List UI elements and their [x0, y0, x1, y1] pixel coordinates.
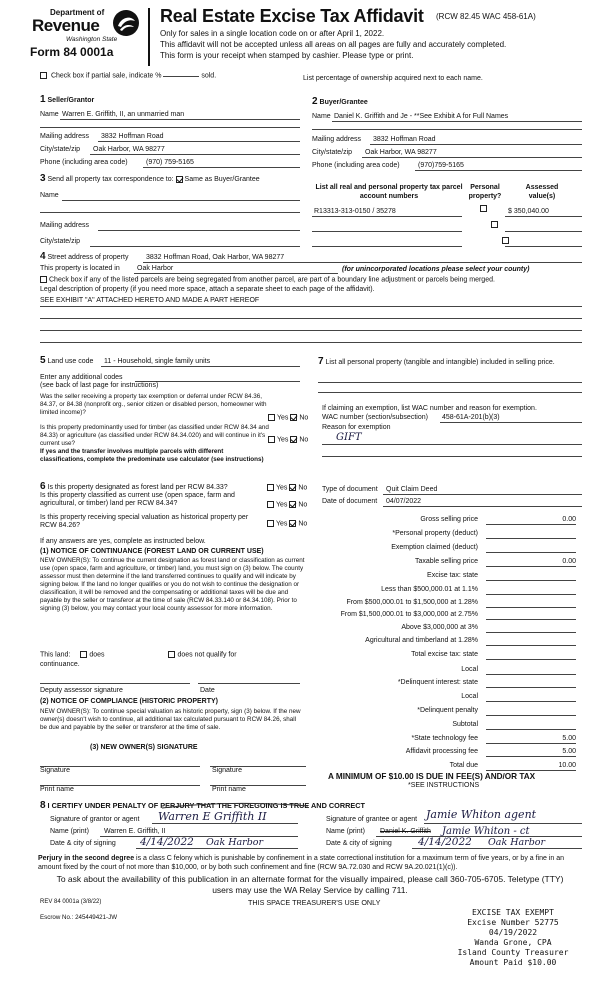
timber-yes-no: Yes No	[268, 436, 308, 443]
calc-row-value[interactable]	[486, 611, 576, 620]
calc-row-label: Taxable selling price	[414, 558, 478, 565]
current-use-no-checkbox[interactable]	[289, 501, 296, 508]
stamp-line2: Excise Number 52775	[467, 918, 559, 927]
grantor-city[interactable]: Oak Harbor	[206, 837, 264, 848]
exemption-wac-label: If claiming an exemption, list WAC number and reason for exemption.	[322, 405, 537, 412]
calc-row-value[interactable]	[486, 693, 576, 702]
calc-row-value[interactable]	[486, 721, 576, 730]
calc-row-label: Local	[461, 693, 478, 700]
street-address[interactable]: 3832 Hoffman Road, Oak Harbor, WA 98277	[146, 254, 285, 261]
doc-date-label: Date of document	[322, 498, 378, 505]
grantee-signature[interactable]: Jamie Whiton agent	[426, 808, 537, 821]
parcel-number-1[interactable]: R13313-313-0150 / 35278	[314, 208, 396, 215]
stamp-line5: Island County Treasurer	[457, 948, 569, 957]
deputy-date-label: Date	[200, 687, 215, 694]
new-owner-signature-label-2: Signature	[212, 767, 242, 774]
grantee-date[interactable]: 4/14/2022	[418, 836, 472, 848]
buyer-phone-label: Phone (including area code)	[312, 162, 400, 169]
seller-name[interactable]: Warren E. Griffith, II, an unmarried man	[62, 111, 185, 118]
seller-heading: 1 Seller/Grantor	[40, 94, 95, 105]
header-divider	[148, 8, 150, 66]
calc-row-value[interactable]	[486, 707, 576, 716]
assessed-col-header: Assessed value(s)	[525, 184, 559, 200]
land-use-row: 5 Land use code	[40, 355, 94, 366]
personal-property-checkbox-1[interactable]	[480, 205, 487, 212]
grantor-name[interactable]: Warren E. Griffith, II	[104, 828, 166, 835]
personal-col-header: Personal property?	[468, 184, 502, 200]
escrow-number: Escrow No.: 245449421-JW	[40, 914, 118, 921]
new-owner-signature-label: Signature	[40, 767, 70, 774]
calc-row-value[interactable]: 5.00	[486, 748, 576, 757]
stamp-line6: Amount Paid $10.00	[469, 958, 557, 967]
calc-row-label: Subtotal	[452, 721, 478, 728]
historic-no-checkbox[interactable]	[289, 520, 296, 527]
same-as-buyer-checkbox[interactable]	[176, 176, 183, 183]
notice2-title: (2) NOTICE OF COMPLIANCE (HISTORIC PROPERTY)	[40, 698, 218, 705]
calc-row-label: Total excise tax: state	[411, 651, 478, 658]
form-number: Form 84 0001a	[30, 45, 114, 59]
tax-corr-mail-label: Mailing address	[40, 222, 90, 229]
current-use-question: Is this property classified as current use (open space, farm and agricultural, or timber) land per RCW 84.34?	[40, 492, 235, 507]
calc-row-value[interactable]	[486, 586, 576, 595]
grantee-date-label: Date & city of signing	[326, 840, 392, 847]
stamp-line1: EXCISE TAX EXEMPT	[472, 908, 554, 917]
any-yes-note: If any answers are yes, complete as instructed below.	[40, 538, 206, 545]
legal-description[interactable]: SEE EXHIBIT "A" ATTACHED HERETO AND MADE A PART HEREOF	[40, 297, 260, 304]
seller-phone[interactable]: (970) 759-5165	[146, 159, 194, 166]
calc-row-value[interactable]	[486, 637, 576, 646]
calc-row-label: *Delinquent interest: state	[397, 679, 478, 686]
calc-row-label: Excise tax: state	[427, 572, 478, 579]
calc-row-value[interactable]	[486, 679, 576, 688]
notice1-title: (1) NOTICE OF CONTINUANCE (FOREST LAND OR CURRENT USE)	[40, 548, 264, 555]
historic-yes-no: Yes No	[267, 520, 307, 527]
additional-codes-label: Enter any additional codes	[40, 374, 123, 381]
tax-corr-city-label: City/state/zip	[40, 238, 81, 245]
grantee-name-label: Name (print)	[326, 828, 365, 835]
calc-row-value[interactable]	[486, 651, 576, 660]
does-not-checkbox[interactable]	[168, 651, 175, 658]
new-owner-print-label: Print name	[40, 786, 74, 793]
notice3-title: (3) NEW OWNER(S) SIGNATURE	[90, 744, 198, 751]
calc-row-value[interactable]	[486, 599, 576, 608]
calc-row-label: From $500,000.01 to $1,500,000 at 1.28%	[346, 599, 478, 606]
buyer-mail-label: Mailing address	[312, 136, 362, 143]
notice2-text: NEW OWNER(S): To continue special valuation as historic property, sign (3) below. If the new owner(s) doesn't wish to continue, all additional tax calculated pursuant to RCW 84.26, shall be due and payable by the seller or transferor at the time of sale.	[40, 708, 301, 731]
located-value[interactable]: Oak Harbor	[137, 265, 174, 272]
grantor-date-label: Date & city of signing	[50, 840, 116, 847]
calc-row-label: From $1,500,000.01 to $3,000,000 at 2.75%	[340, 611, 478, 618]
dept-line1: Department of	[50, 8, 105, 17]
tax-corr-name-label: Name	[40, 192, 59, 199]
calc-row-value[interactable]	[486, 572, 576, 581]
header-line2: This affidavit will not be accepted unless all areas on all pages are fully and accurately completed.	[160, 40, 507, 49]
partial-sale-checkbox[interactable]	[40, 72, 47, 79]
personal-property-checkbox-2[interactable]	[491, 221, 498, 228]
grantor-signature[interactable]: Warren E Griffith II	[158, 810, 267, 823]
grantor-name-label: Name (print)	[50, 828, 89, 835]
wac-number-label: WAC number (section/subsection)	[322, 414, 428, 421]
form-title: Real Estate Excise Tax Affidavit	[160, 6, 424, 26]
continuance-row: This land: does does not qualify for	[40, 651, 237, 659]
partial-sale-label: Check box if partial sale, indicate %	[50, 72, 162, 80]
treasurer-stamp	[446, 908, 580, 968]
assessed-value-1[interactable]: $ 350,040.00	[508, 208, 549, 215]
rev-number: REV 84 0001a (3/8/22)	[40, 899, 102, 905]
header-line1: Only for sales in a single location code on or after April 1, 2022.	[160, 29, 385, 38]
current-use-yes-no: Yes No	[267, 501, 307, 508]
see-instructions: *SEE INSTRUCTIONS	[408, 782, 480, 789]
segregated-checkbox[interactable]	[40, 276, 47, 283]
grantee-name[interactable]: Jamie Whiton - ct	[442, 826, 530, 837]
unincorporated-note: (for unincorporated locations please select your county)	[342, 266, 530, 273]
seller-name-label: Name	[40, 111, 59, 118]
buyer-city-label: City/state/zip	[312, 149, 353, 156]
calc-row-value[interactable]: 0.00	[486, 516, 576, 525]
current-use-yes-checkbox[interactable]	[267, 501, 274, 508]
forest-q-row: 6 Is this property designated as forest land per RCW 84.33?	[40, 481, 228, 492]
partial-sale-sold: sold.	[201, 72, 217, 80]
calc-row-label: *Personal property (deduct)	[392, 530, 478, 537]
deputy-sig-label: Deputy assessor signature	[40, 687, 123, 694]
reason-value[interactable]: GIFT	[336, 432, 362, 443]
calc-row-label: *State technology fee	[411, 735, 478, 742]
personal-property-row: 7 List all personal property (tangible and intangible) included in selling price.	[318, 356, 555, 367]
calc-row-value[interactable]	[486, 666, 576, 675]
timber-yes-checkbox[interactable]	[268, 436, 275, 443]
calc-row-label: Less than $500,000.01 at 1.1%	[381, 586, 478, 593]
legal-desc-label: Legal description of property (if you need more space, attach a separate sheet to each page of the affidavit).	[40, 286, 375, 293]
buyer-phone[interactable]: (970)759-5165	[418, 162, 464, 169]
timber-no-checkbox[interactable]	[290, 436, 297, 443]
forest-yes-checkbox[interactable]	[267, 484, 274, 491]
dor-swirl-icon	[112, 9, 140, 37]
calc-row-value[interactable]: 0.00	[486, 558, 576, 567]
calc-row-value[interactable]: 5.00	[486, 735, 576, 744]
calc-row-label: Gross selling price	[420, 516, 478, 523]
calc-row-value[interactable]	[486, 530, 576, 539]
segregated-row: Check box if any of the listed parcels are being segregated from another parcel, are part of a boundary line adjustment or parcels being merged.	[40, 276, 585, 283]
calc-row-value[interactable]	[486, 544, 576, 553]
exemption-question: Was the seller receiving a property tax exemption or deferral under RCW 84.36, 84.37, or 84.38 (nonprofit org., senior citizen or disabled person, homeowner with limited income)?	[40, 393, 267, 416]
reason-label: Reason for exemption	[322, 424, 391, 431]
grantee-name-struck: Daniel K. Griffith	[380, 828, 431, 835]
doc-date[interactable]: 04/07/2022	[386, 498, 422, 505]
seller-city-label: City/state/zip	[40, 146, 81, 153]
perjury-notice: Perjury in the second degree is a class C felony which is punishable by confinement in a state correctional institution for a maximum term of five years, or by a fine in an amount fixed by the court of not more than $10,000, or by both such confinement and fine (RCW 9A.72.030 and RCW 9A.20.021(1)(c)).	[38, 855, 565, 871]
continuance-label: continuance.	[40, 661, 80, 668]
parcel-col-header: List all real and personal property tax parcel account numbers	[315, 184, 463, 200]
seller-city[interactable]: Oak Harbor, WA 98277	[93, 146, 165, 153]
minimum-due-note: A MINIMUM OF $10.00 IS DUE IN FEE(S) AND/OR TAX	[328, 772, 536, 781]
dept-line3: Washington State	[66, 36, 118, 43]
doc-type-label: Type of document	[322, 486, 378, 493]
forest-no-checkbox[interactable]	[289, 484, 296, 491]
personal-property-checkbox-3[interactable]	[502, 237, 509, 244]
buyer-name[interactable]: Daniel K. Griffith and Je - **See Exhibit A for Full Names	[334, 113, 509, 120]
seller-phone-label: Phone (including area code)	[40, 159, 128, 166]
grantor-sig-label: Signature of grantor or agent	[50, 816, 140, 823]
treasurer-space: THIS SPACE TREASURER'S USE ONLY	[248, 898, 381, 907]
partial-sale-row	[40, 72, 216, 79]
historic-question: Is this property receiving special valuation as historical property per RCW 84.26?	[40, 514, 249, 529]
calc-row-label: Exemption claimed (deduct)	[391, 544, 478, 551]
calc-row-label: Above $3,000,000 at 3%	[401, 624, 478, 631]
does-checkbox[interactable]	[80, 651, 87, 658]
calc-row-label: Affidavit processing fee	[405, 748, 478, 755]
located-label: This property is located in	[40, 265, 120, 272]
calc-row-value[interactable]	[486, 624, 576, 633]
buyer-city[interactable]: Oak Harbor, WA 98277	[365, 149, 437, 156]
stamp-line3: 04/19/2022	[488, 928, 538, 937]
calc-row-label: Total due	[449, 762, 478, 769]
stamp-line4: Wanda Grone, CPA	[474, 938, 552, 947]
dept-line2: Revenue	[32, 16, 100, 35]
seller-mail[interactable]: 3832 Hoffman Road	[101, 133, 164, 140]
buyer-mail[interactable]: 3832 Hoffman Road	[373, 136, 436, 143]
exemption-yes-no: Yes No	[268, 414, 308, 421]
street-row: 4 Street address of property	[40, 251, 129, 262]
wac-number[interactable]: 458-61A-201(b)(3)	[442, 414, 500, 421]
ownership-note: List percentage of ownership acquired next to each name.	[303, 75, 483, 82]
grantee-sig-label: Signature of grantee or agent	[326, 816, 418, 823]
grantor-date[interactable]: 4/14/2022	[140, 836, 194, 848]
form-rcw: (RCW 82.45 WAC 458-61A)	[436, 12, 536, 21]
calc-row-label: *Delinquent penalty	[417, 707, 478, 714]
new-owner-print-label-2: Print name	[212, 786, 246, 793]
exemption-no-checkbox[interactable]	[290, 414, 297, 421]
header-line3: This form is your receipt when stamped by cashier. Please type or print.	[160, 51, 414, 60]
alternate-format-note: To ask about the availability of this publication in an alternate format for the visually impaired, please call 360-705-6705. Teletype (TTY) users may use the WA Relay Service by calling 711.	[56, 874, 564, 895]
land-use-value[interactable]: 11 - Household, single family units	[104, 358, 211, 365]
exemption-yes-checkbox[interactable]	[268, 414, 275, 421]
historic-yes-checkbox[interactable]	[267, 520, 274, 527]
additional-codes-note: (see back of last page for instructions)	[40, 382, 159, 389]
timber-question: Is this property predominantly used for timber (as classified under RCW 84.34 and 84.33) or agriculture (as classified under RCW 84.34.020) and will continue in it's current use?	[40, 424, 269, 447]
notice1-text: NEW OWNER(S): To continue the current designation as forest land or classification as current use (open space, farm and agriculture, or timber) land, you must sign on (3) below. The county assessor must then determine if the land transferred continues to qualify and will indicate by signing below. If the land no longer qualifies or you do not wish to continue the designation or classification, it will be removed and the compensating or additional taxes will be due and payable by the seller or transferor at the time of sale (RCW 84.33.140 or 84.34.108). Prior to signing (3) below, you may contact your local county assessor for more information.	[40, 557, 305, 612]
tax-corr-row: 3 Send all property tax correspondence to: Same as Buyer/Grantee	[40, 173, 260, 184]
seller-mail-label: Mailing address	[40, 133, 90, 140]
calc-row-label: Agricultural and timberland at 1.28%	[365, 637, 478, 644]
doc-type[interactable]: Quit Claim Deed	[386, 486, 438, 493]
calc-row-value[interactable]: 10.00	[486, 762, 576, 771]
buyer-name-label: Name	[312, 113, 331, 120]
calc-row-label: Local	[461, 666, 478, 673]
grantee-city[interactable]: Oak Harbor	[488, 837, 546, 848]
buyer-heading: 2 Buyer/Grantee	[312, 96, 368, 107]
certify-row: 8 I CERTIFY UNDER PENALTY OF PERJURY THAT THE FOREGOING IS TRUE AND CORRECT	[40, 800, 365, 811]
timber-question-bold: If yes and the transfer involves multiple parcels with different classifications, complete the predominate use calculator (see instructions)	[40, 448, 264, 463]
forest-yes-no: Yes No	[267, 484, 307, 491]
